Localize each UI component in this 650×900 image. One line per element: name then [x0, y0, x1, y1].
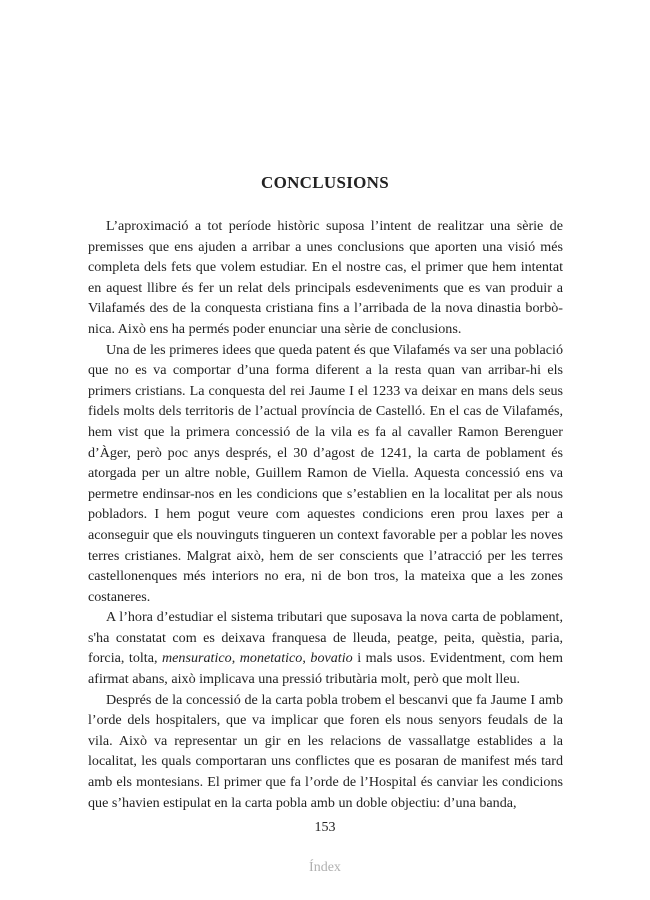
paragraph-4	[88, 690, 563, 814]
paragraph-4-text: Després de la concessió de la carta pobla trobem el bescanvi que fa Jaume I amb l’orde dels hospitalers, que va implicar que foren els nous senyors feudals de la vila. Això va representar un gir en les relacions de vassallatge establides a la localitat, les quals comportaran uns conflictes que es posaran de manifest més tard amb els montesians. El primer que fa l’orde de l’Hospital és canviar les condicions que s’havien estipulat en la carta pobla amb un doble objectiu: d’una banda,	[88, 691, 563, 811]
paragraph-3-sep-1: ,	[231, 650, 240, 667]
body-text	[88, 216, 563, 813]
paragraph-1	[88, 216, 563, 340]
page-number: 153	[314, 820, 336, 835]
paragraph-1-text: L’aproximació a tot període històric suposa l’intent de realitzar una sèrie de premisses que ens ajuden a arribar a unes conclusions que aporten una visió més completa dels fets que volem estudiar. En el nostre cas, el primer que hem intentat en aquest llibre és fer un relat dels principals esdeveniments que es van produir a Vilafamés des de la conquesta cristiana fins a l’arribada de la nova dinastia borbònica. Això ens ha permés poder enunciar una sèrie de conclusions.	[88, 218, 563, 337]
chapter-title: CONCLUSIONS	[261, 173, 389, 192]
paragraph-3	[88, 607, 563, 689]
index-link[interactable]: Índex	[309, 860, 341, 875]
paragraph-3-sep-2: ,	[302, 650, 311, 667]
paragraph-2-text: Una de les primeres idees que queda patent és que Vilafamés va ser una població que no es va comportar d’una forma diferent a la resta quan van arribar-hi els primers cristians. La conquesta del rei Jaume I el 1233 va deixar en mans dels seus fidels molts dels territoris de l’actual província de Castelló. En el cas de Vilafamés, hem vist que la primera concessió de la vila es fa al cavaller Ramon Berenguer d’Àger, però poc anys després, el 30 d’agost de 1241, la carta de poblament és atorgada per un altre noble, Guillem Ramon de Viella. Aquesta concessió ens va permetre endinsar-nos en les condicions que s’establien en la localitat per als nous pobladors. I hem pogut veure com aquestes condicions eren prou laxes per a aconseguir que els nouvinguts tingueren un context favorable per a poblar les noves terres cristianes. Malgrat això, hem de ser conscients que l’atracció per les terres castellonenques més interiors no era, ni de bon tros, la mateixa que a les zones costaneres.	[88, 341, 563, 605]
term-monetatico: monetatico	[239, 650, 303, 667]
paragraph-2	[88, 340, 563, 608]
paragraph-3-text-a: A l’hora d’estudiar el sistema tributari que suposava la nova carta de poblament, s'ha constatat com es deixava franquesa de lleuda, peatge, peita, quèstia, paria, forcia, tolta,	[88, 609, 563, 667]
paragraph-3-text-b: i mals usos. Evidentment, com hem afirmat abans, això implicava una pressió tributària molt, però que molt lleu.	[88, 650, 563, 688]
term-mensuratico: mensuratico	[162, 650, 232, 667]
term-bovatio: bovatio	[310, 650, 353, 667]
